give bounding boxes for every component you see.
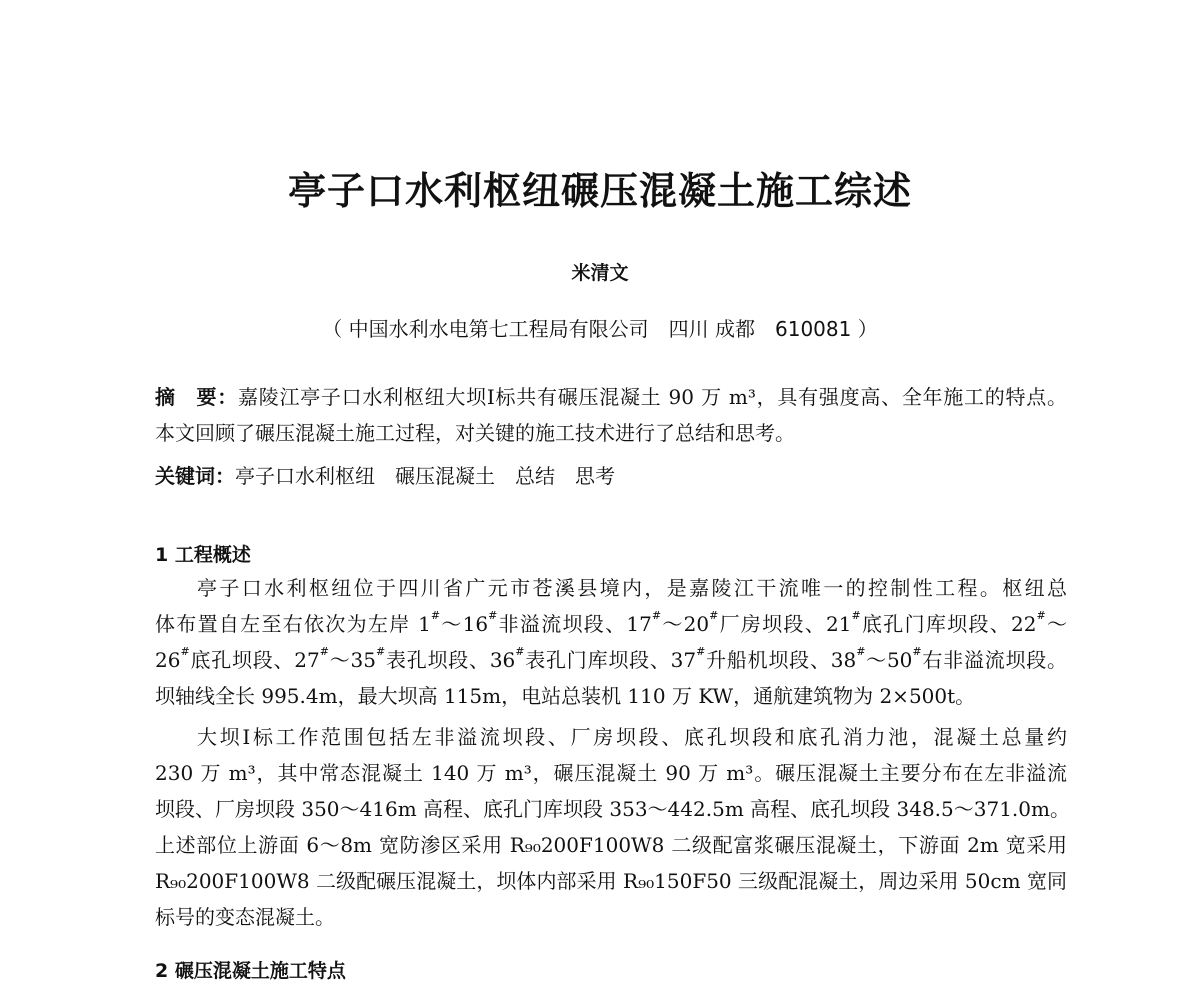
text-line: 坝轴线全长 995.4m，最大坝高 115m，电站总装机 110 万 KW，通航建筑物为 2×500t。 [155, 684, 976, 708]
abstract-label: 摘 要： [155, 385, 238, 409]
keywords-label: 关键词： [155, 464, 235, 488]
section-heading: 2 碾压混凝土施工特点 [155, 960, 346, 982]
section-heading: 1 工程概述 [155, 544, 251, 566]
keywords-text: 亭子口水利枢纽 碾压混凝土 总结 思考 [235, 464, 615, 488]
abstract-line: 本文回顾了碾压混凝土施工过程，对关键的施工技术进行了总结和思考。 [155, 421, 795, 445]
paper-title: 亭子口水利枢纽碾压混凝土施工综述 [287, 168, 912, 213]
affiliation: （ 中国水利水电第七工程局有限公司 四川 成都 610081 ） [322, 317, 878, 341]
keywords [155, 458, 1067, 494]
text-line: 亭子口水利枢纽位于四川省广元市苍溪县境内，是嘉陵江干流唯一的控制性工程。枢纽总 [197, 576, 1067, 600]
text-line: 上述部位上游面 6～8m 宽防渗区采用 R₉₀200F100W8 二级配富浆碾压混凝土，下游面 2m 宽采用 [155, 833, 1067, 857]
text-line: 坝段、厂房坝段 350～416m 高程、底孔门库坝段 353～442.5m 高程、底孔坝段 348.5～371.0m。 [155, 797, 1070, 821]
section-1-paragraph-1 [155, 570, 1067, 714]
abstract [155, 379, 1067, 451]
text-line: 标号的变态混凝土。 [155, 905, 335, 929]
author: 米清文 [571, 262, 629, 284]
section-1-paragraph-2 [155, 719, 1070, 935]
text-line: 230 万 m³，其中常态混凝土 140 万 m³，碾压混凝土 90 万 m³。碾压混凝土主要分布在左非溢流 [155, 761, 1067, 785]
text-line: 26#底孔坝段、27#～35#表孔坝段、36#表孔门库坝段、37#升船机坝段、38#～50#右非溢流坝段。 [155, 645, 1068, 672]
text-line: 大坝Ⅰ标工作范围包括左非溢流坝段、厂房坝段、底孔坝段和底孔消力池，混凝土总量约 [197, 725, 1067, 749]
abstract-line [155, 379, 1067, 415]
text-line: 体布置自左至右依次为左岸 1#～16#非溢流坝段、17#～20#厂房坝段、21#底孔门库坝段、22#～ [155, 609, 1067, 636]
abstract-text: 嘉陵江亭子口水利枢纽大坝Ⅰ标共有碾压混凝土 90 万 m³，具有强度高、全年施工的特点。 [237, 385, 1068, 409]
text-line: R₉₀200F100W8 二级配碾压混凝土，坝体内部采用 R₉₀150F50 三级配混凝土，周边采用 50cm 宽同 [155, 869, 1067, 893]
